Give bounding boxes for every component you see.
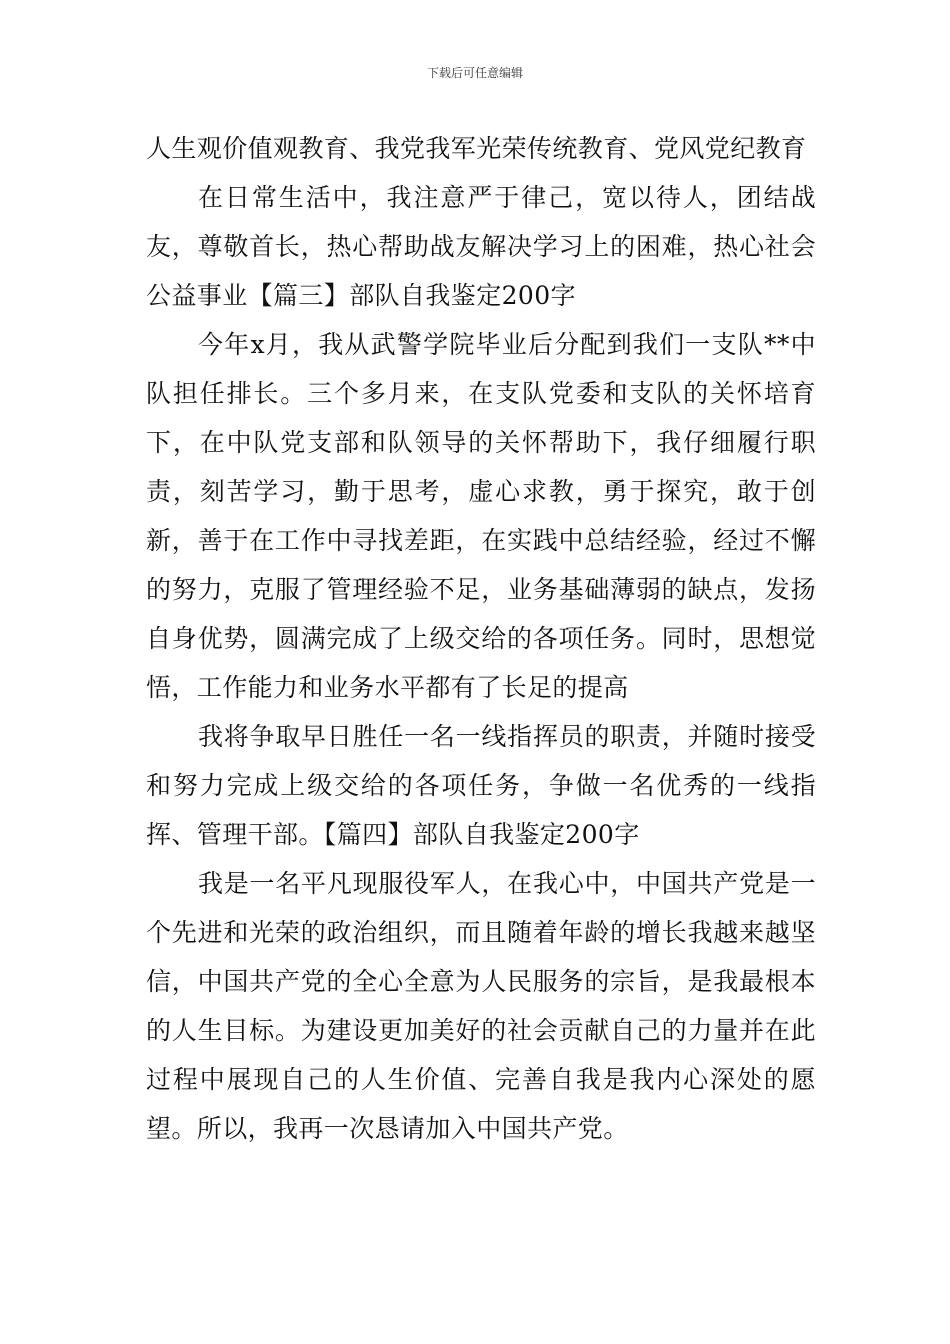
paragraph-2: 在日常生活中，我注意严于律己，宽以待人，团结战友，尊敬首长，热心帮助战友解决学习上的困难，热心社会公益事业【篇三】部队自我鉴定200字 xyxy=(146,183,816,310)
paragraph-5: 我是一名平凡现服役军人，在我心中，中国共产党是一个先进和光荣的政治组织，而且随着年龄的增长我越来越坚信，中国共产党的全心全意为人民服务的宗旨，是我最根本的人生目标。为建设更加美好的社会贡献自己的力量并在此过程中展现自己的人生价值、完善自我是我内心深处的愿望。所以，我再一次恳请加入中国共产党。 xyxy=(146,869,816,1143)
paragraph-3: 今年x月，我从武警学院毕业后分配到我们一支队**中队担任排长。三个多月来，在支队党委和支队的关怀培育下，在中队党支部和队领导的关怀帮助下，我仔细履行职责，刻苦学习，勤于思考，虚心求教，勇于探究，敢于创新，善于在工作中寻找差距，在实践中总结经验，经过不懈的努力，克服了管理经验不足，业务基础薄弱的缺点，发扬自身优势，圆满完成了上级交给的各项任务。同时，思想觉悟，工作能力和业务水平都有了长足的提高 xyxy=(146,330,816,702)
paragraph-4: 我将争取早日胜任一名一线指挥员的职责，并随时接受和努力完成上级交给的各项任务，争做一名优秀的一线指挥、管理干部。【篇四】部队自我鉴定200字 xyxy=(146,722,816,849)
paragraph-1: 人生观价值观教育、我党我军光荣传统教育、党风党纪教育 xyxy=(146,134,807,163)
document-body xyxy=(146,124,816,1153)
page-header: 下载后可任意编辑 xyxy=(426,66,523,80)
